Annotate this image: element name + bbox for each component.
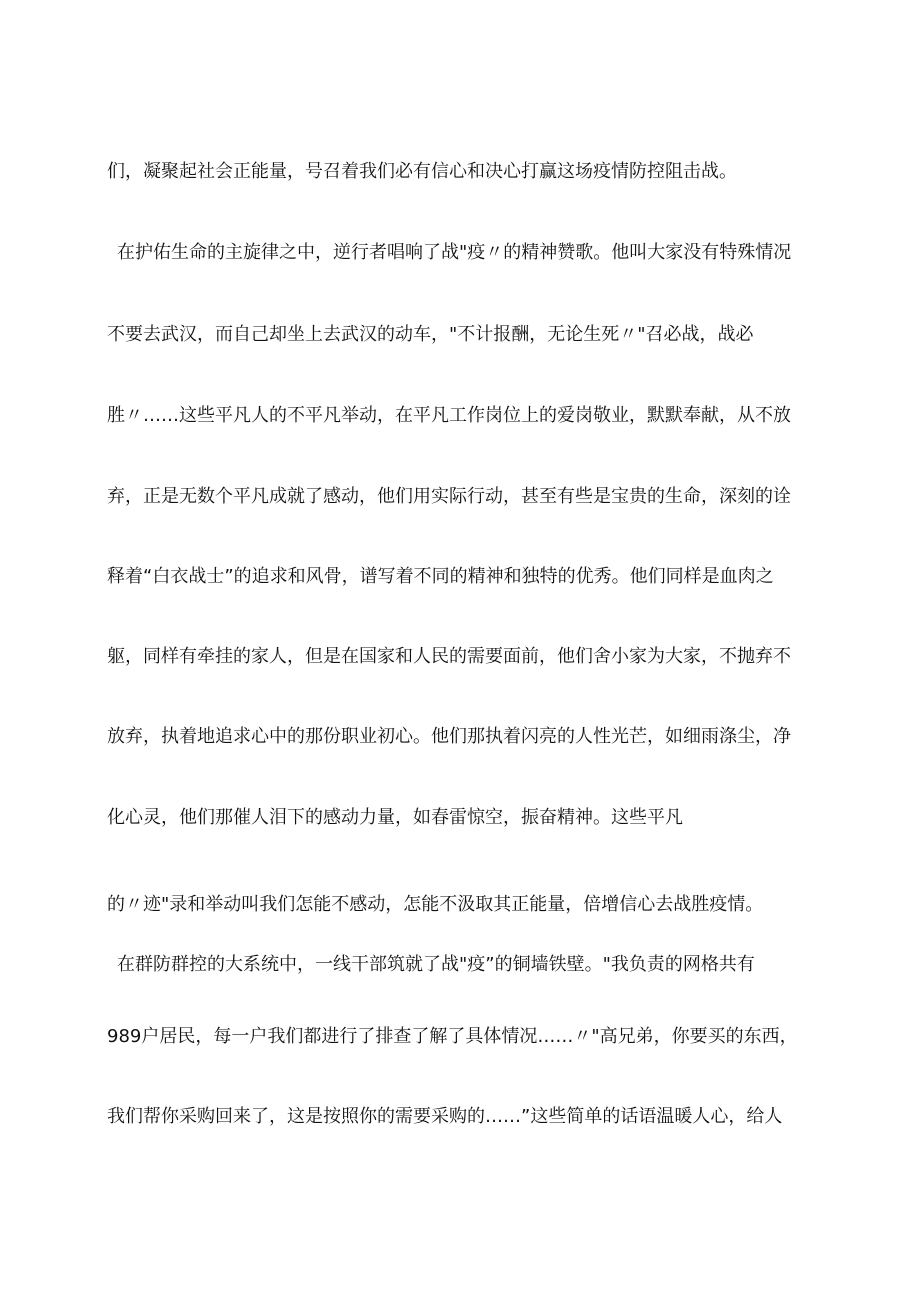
text-line: 的〃迹"录和举动叫我们怎能不感动，怎能不汲取其正能量，倍增信心去战胜疫情。 xyxy=(107,894,764,915)
text-line: 们，凝聚起社会正能量，号召着我们必有信心和决心打赢这场疫情防控阻击战。 xyxy=(107,161,737,182)
text-line: 不要去武汉，而自己却坐上去武汉的动车，"不计报酬，无论生死〃"召必战，战必 xyxy=(107,324,754,345)
text-line: 在护佑生命的主旋律之中，逆行者唱响了战"疫〃的精神赞歌。他叫大家没有特殊情况 xyxy=(117,242,792,263)
text-line: 我们帮你采购回来了，这是按照你的需要采购的……”这些简单的话语温暖人心，给人 xyxy=(107,1106,783,1127)
text-line: 989户居民，每一户我们都进行了排查了解了具体情况……〃"高兄弟，你要买的东西， xyxy=(107,1026,798,1047)
text-line: 弃，正是无数个平凡成就了感动，他们用实际行动，甚至有些是宝贵的生命，深刻的诠 xyxy=(107,486,791,507)
text-line: 躯，同样有牵挂的家人，但是在国家和人民的需要面前，他们舍小家为大家，不抛弃不 xyxy=(107,646,791,667)
text-line: 化心灵，他们那催人泪下的感动力量，如春雷惊空，振奋精神。这些平凡 xyxy=(107,807,683,828)
text-line: 放弃，执着地追求心中的那份职业初心。他们那执着闪亮的人性光芒，如细雨涤尘，净 xyxy=(107,726,791,747)
text-line: 释着“白衣战士”的追求和风骨，谱写着不同的精神和独特的优秀。他们同样是血肉之 xyxy=(107,566,774,587)
text-line: 胜〃……这些平凡人的不平凡举动，在平凡工作岗位上的爱岗敬业，默默奉献，从不放 xyxy=(107,405,791,426)
text-line: 在群防群控的大系统中，一线干部筑就了战"疫”的铜墙铁壁。"我负责的网格共有 xyxy=(117,954,755,975)
